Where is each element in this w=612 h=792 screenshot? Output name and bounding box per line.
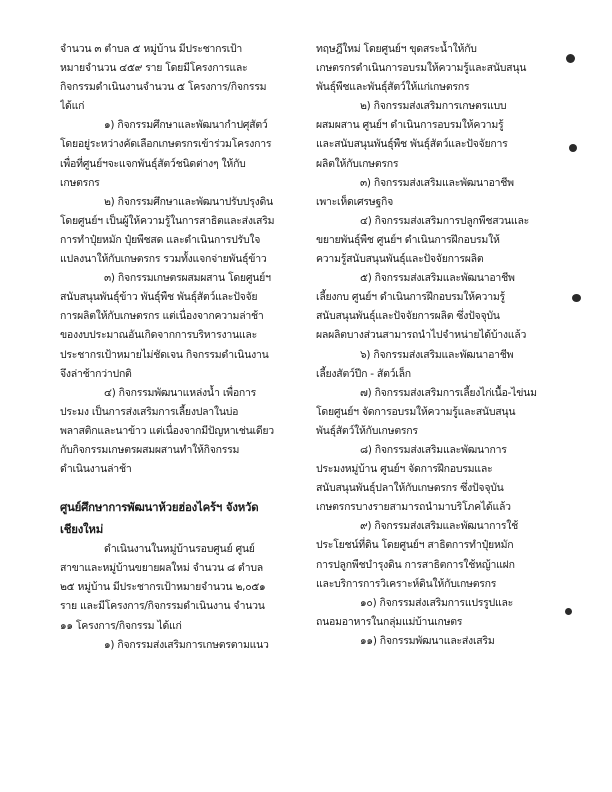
- text-line: ๙) กิจกรรมส่งเสริมและพัฒนาการใช้: [360, 520, 519, 533]
- paragraph: [60, 193, 312, 269]
- text-line: ผลผลิตบางส่วนสามารถนำไปจำหน่ายได้บ้างแล้ว: [316, 329, 527, 342]
- left-column: [60, 40, 312, 655]
- paragraph: [316, 346, 568, 384]
- text-line: สาขาและหมู่บ้านขยายผลใหม่ จำนวน ๘ ตำบล: [60, 562, 263, 575]
- text-line: ๕) กิจกรรมส่งเสริมและพัฒนาอาชีพ: [360, 272, 515, 285]
- paragraph: [60, 540, 312, 635]
- text-line: ๘) กิจกรรมส่งเสริมและพัฒนาการ: [360, 443, 507, 456]
- text-line: ๑๑ โครงการ/กิจกรรม ได้แก่: [60, 619, 182, 632]
- paragraph: [316, 97, 568, 173]
- paragraph: [316, 174, 568, 212]
- text-line: จึงล่าช้ากว่าปกติ: [60, 367, 132, 380]
- text-line: ของงบประมาณอันเกิดจากการบริหารงานและ: [60, 329, 258, 342]
- text-line: และบริการการวิเคราะห์ดินให้กับเกษตรกร: [316, 577, 497, 590]
- text-line: ๔) กิจกรรมส่งเสริมการปลูกพืชสวนและ: [360, 214, 530, 227]
- text-line: ๒๕ หมู่บ้าน มีประชากรเป้าหมายจำนวน ๒,๐๕๑: [60, 581, 266, 594]
- paragraph: [60, 269, 312, 384]
- text-line: ผลิตให้กับเกษตรกร: [316, 157, 399, 170]
- text-line: การปลูกพืชบำรุงดิน การสาธิตการใช้หญ้าแฝก: [316, 558, 515, 571]
- text-line: ดำเนินงานล่าช้า: [60, 463, 132, 476]
- text-line: พลาสติกและนาข้าว แต่เนื่องจากมีปัญหาเช่นเดียว: [60, 424, 274, 437]
- text-line: เกษตรกรดำเนินการอบรมให้ความรู้และสนับสนุน: [316, 62, 527, 75]
- text-line: แปลงนาให้กับเกษตรกร รวมทั้งแจกจ่ายพันธุ์ข้าว: [60, 253, 267, 266]
- text-line: ประมง เป็นการส่งเสริมการเลี้ยงปลาในบ่อ: [60, 405, 239, 418]
- text-line: สนับสนุนพันธุ์และปัจจัยการผลิต ซึ่งปัจจุบัน: [316, 310, 500, 323]
- text-line: ๓) กิจกรรมส่งเสริมและพัฒนาอาชีพ: [360, 176, 514, 189]
- text-line: เพื่อที่ศูนย์ฯจะแจกพันธุ์สัตว์ชนิดต่างๆ ให้กับ: [60, 157, 246, 170]
- paragraph: [316, 441, 568, 517]
- text-line: โดยอยู่ระหว่างคัดเลือกเกษตรกรเข้าร่วมโครงการ: [60, 138, 272, 151]
- scan-speck: [572, 294, 581, 302]
- text-line: และสนับสนุนพันธุ์พืช พันธุ์สัตว์และปัจจัยการ: [316, 138, 508, 151]
- text-line: ประมงหมู่บ้าน ศูนย์ฯ จัดการฝึกอบรมและ: [316, 463, 493, 476]
- text-line: ๒) กิจกรรมส่งเสริมการเกษตรแบบ: [360, 100, 507, 113]
- text-line: การผลิตให้กับเกษตรกร แต่เนื่องจากความล่าช้า: [60, 310, 264, 323]
- text-line: การทำปุ๋ยหมัก ปุ๋ยพืชสด และดำเนินการปรับใจ: [60, 233, 261, 246]
- text-line: โดยศูนย์ฯ เป็นผู้ให้ความรู้ในการสาธิตและส่งเสริม: [60, 214, 275, 227]
- text-line: พันธุ์สัตว์ให้กับเกษตรกร: [316, 424, 418, 437]
- scan-speck: [565, 608, 572, 615]
- text-line: สนับสนุนพันธุ์ปลาให้กับเกษตรกร ซึ่งปัจจุบัน: [316, 482, 504, 495]
- text-line: โดยศูนย์ฯ จัดการอบรมให้ความรู้และสนับสนุน: [316, 405, 516, 418]
- text-line: ได้แก่: [60, 100, 85, 113]
- right-column: [316, 40, 568, 651]
- text-line: กิจกรรมดำเนินงานจำนวน ๕ โครงการ/กิจกรรม: [60, 81, 267, 94]
- paragraph: [316, 40, 568, 97]
- text-line: เกษตรกร: [60, 176, 100, 189]
- text-line: ขยายพันธุ์พืช ศูนย์ฯ ดำเนินการฝึกอบรมให้: [316, 233, 500, 246]
- text-line: ประชากรเป้าหมายไม่ชัดเจน กิจกรรมดำเนินงาน: [60, 348, 269, 361]
- text-line: ถนอมอาหารในกลุ่มแม่บ้านเกษตร: [316, 615, 463, 628]
- text-line: หมายจำนวน ๔๕๙ ราย โดยมีโครงการและ: [60, 62, 248, 75]
- text-line: เพาะเห็ดเศรษฐกิจ: [316, 195, 393, 208]
- paragraph: [60, 384, 312, 479]
- text-line: ๓) กิจกรรมเกษตรผสมผสาน โดยศูนย์ฯ: [104, 272, 271, 285]
- text-line: ๒) กิจกรรมศึกษาและพัฒนาปรับปรุงดิน: [104, 195, 273, 208]
- text-line: สนับสนุนพันธุ์ข้าว พันธุ์พืช พันธุ์สัตว์และปัจจัย: [60, 291, 258, 304]
- paragraph: [316, 632, 568, 651]
- paragraph: [60, 636, 312, 655]
- paragraph: [316, 212, 568, 269]
- text-line: ๑๑) กิจกรรมพัฒนาและส่งเสริม: [360, 634, 495, 647]
- text-line: เลี้ยงกบ ศูนย์ฯ ดำเนินการฝึกอบรมให้ความรู้: [316, 291, 505, 304]
- scan-speck: [566, 54, 575, 63]
- heading-line: ศูนย์ศึกษาการพัฒนาห้วยฮ่องไคร้ฯ จังหวัด: [60, 500, 259, 515]
- paragraph: [60, 40, 312, 116]
- paragraph: [316, 269, 568, 345]
- text-line: ดำเนินงานในหมู่บ้านรอบศูนย์ ศูนย์: [104, 543, 255, 556]
- text-line: ๑) กิจกรรมส่งเสริมการเกษตรตามแนว: [104, 638, 269, 651]
- text-line: เกษตรกรบางรายสามารถนำมาบริโภคได้แล้ว: [316, 501, 511, 514]
- text-line: กับกิจกรรมเกษตรผสมผสานทำให้กิจกรรม: [60, 443, 240, 456]
- text-line: ผสมผสาน ศูนย์ฯ ดำเนินการอบรมให้ความรู้: [316, 119, 504, 132]
- paragraph: [316, 517, 568, 593]
- scan-speck: [569, 144, 577, 152]
- text-line: จำนวน ๓ ตำบล ๕ หมู่บ้าน มีประชากรเป้า: [60, 43, 243, 55]
- text-line: ราย และมีโครงการ/กิจกรรมดำเนินงาน จำนวน: [60, 600, 265, 613]
- text-line: ๑๐) กิจกรรมส่งเสริมการแปรรูปและ: [360, 596, 514, 609]
- text-line: ๗) กิจกรรมส่งเสริมการเลี้ยงไก่เนื้อ-ไข่นม: [360, 386, 537, 399]
- section-heading: [60, 496, 312, 540]
- text-line: ประโยชน์ที่ดิน โดยศูนย์ฯ สาธิตการทำปุ๋ยหมัก: [316, 539, 514, 552]
- text-line: พันธุ์พืชและพันธุ์สัตว์ให้แก่เกษตรกร: [316, 81, 470, 94]
- paragraph: [60, 116, 312, 192]
- text-line: ความรู้สนับสนุนพันธุ์และปัจจัยการผลิต: [316, 253, 484, 266]
- paragraph: [316, 594, 568, 632]
- paragraph: [316, 384, 568, 441]
- text-line: ๖) กิจกรรมส่งเสริมและพัฒนาอาชีพ: [360, 348, 514, 361]
- text-line: ทฤษฎีใหม่ โดยศูนย์ฯ ขุดสระน้ำให้กับ: [316, 43, 477, 55]
- text-line: ๔) กิจกรรมพัฒนาแหล่งน้ำ เพื่อการ: [104, 386, 257, 399]
- heading-line: เชียงใหม่: [60, 522, 104, 537]
- text-line: เลี้ยงสัตว์ปีก - สัตว์เล็ก: [316, 367, 411, 380]
- spacer: [60, 479, 312, 496]
- text-line: ๑) กิจกรรมศึกษาและพัฒนากำปศุสัตว์: [104, 119, 268, 132]
